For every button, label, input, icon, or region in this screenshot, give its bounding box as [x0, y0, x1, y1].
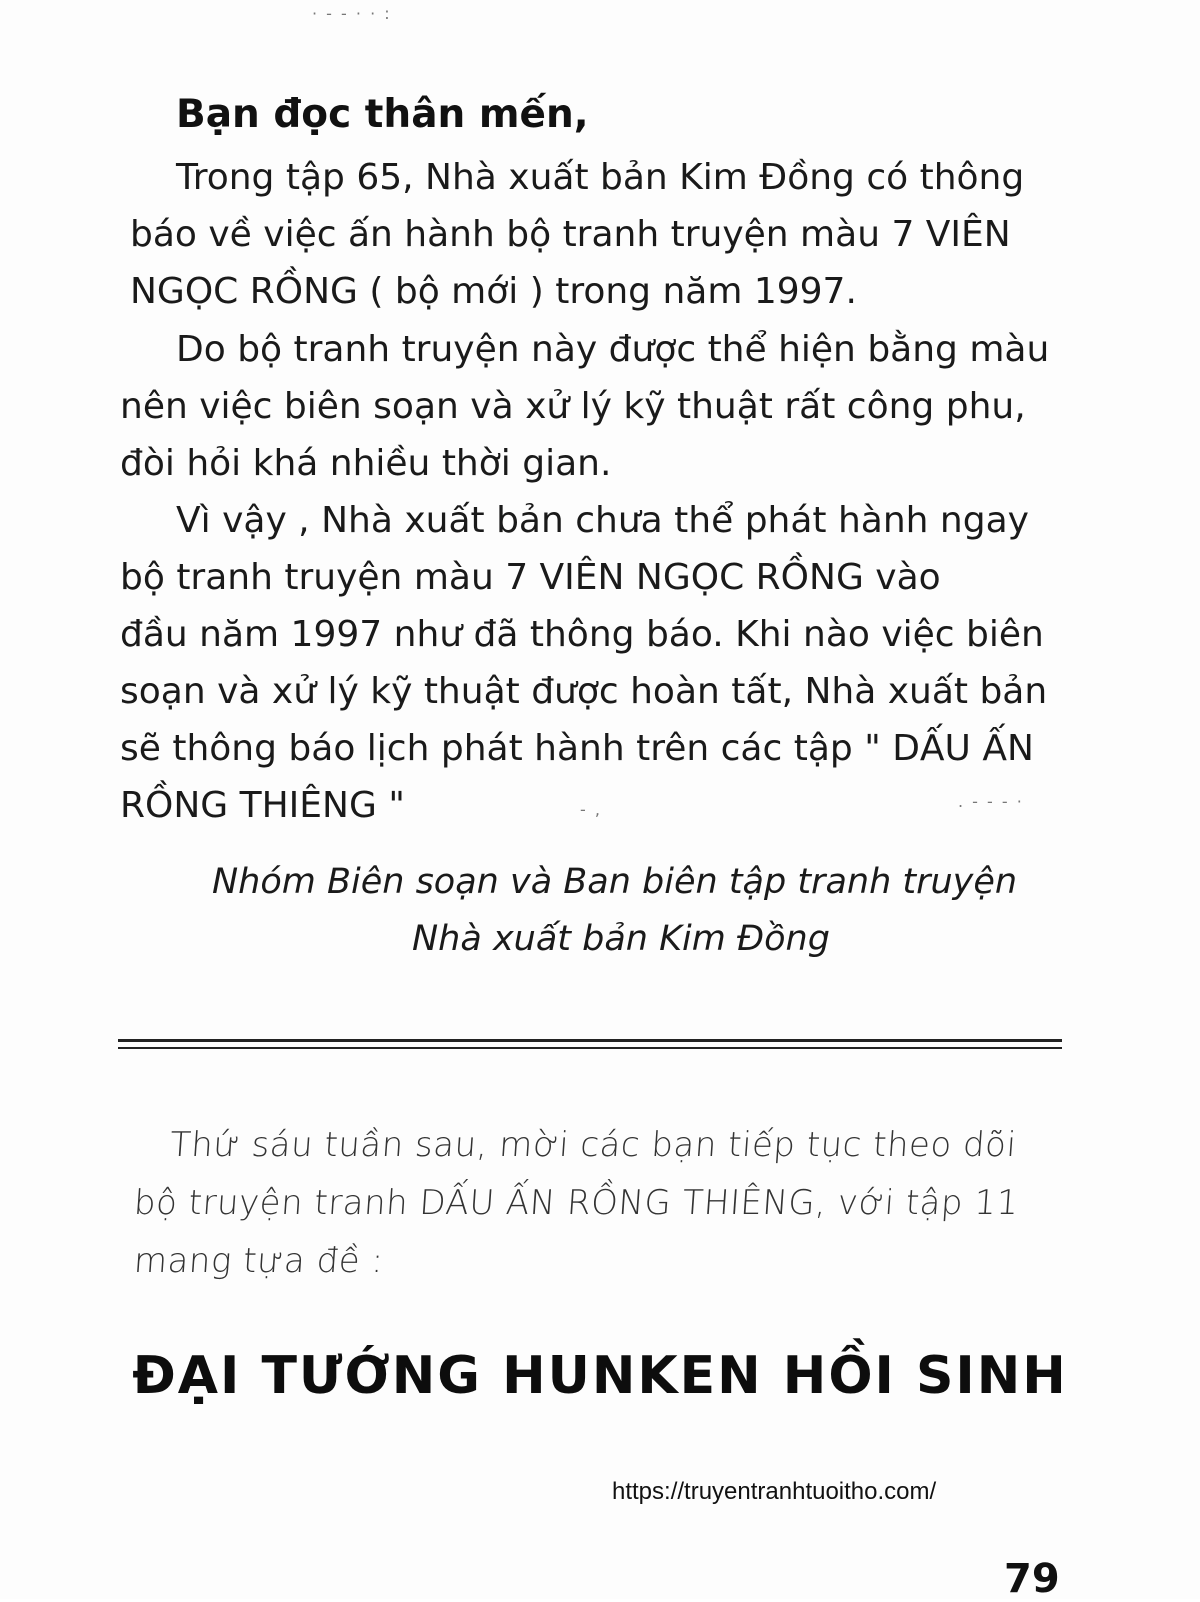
- notice-line-9: đầu năm 1997 như đã thông báo. Khi nào việc biên: [120, 614, 1044, 655]
- page-number: 79: [1004, 1556, 1060, 1602]
- next-issue-line-1: Thứ sáu tuần sau, mời các bạn tiếp tục theo dõi: [168, 1125, 1018, 1165]
- notice-line-4: Do bộ tranh truyện này được thể hiện bằng màu: [176, 329, 1050, 370]
- notice-line-6: đòi hỏi khá nhiều thời gian.: [120, 443, 612, 484]
- divider-top-rule: [118, 1039, 1062, 1042]
- next-issue-line-3: mang tựa đề :: [132, 1241, 385, 1281]
- notice-line-8: bộ tranh truyện màu 7 VIÊN NGỌC RỒNG vào: [120, 557, 941, 598]
- notice-line-1: Trong tập 65, Nhà xuất bản Kim Đồng có thông: [176, 157, 1025, 198]
- next-issue-line-2: bộ truyện tranh DẤU ẤN RỒNG THIÊNG, với tập 11: [132, 1183, 1021, 1223]
- divider-bottom-rule: [118, 1047, 1062, 1049]
- next-issue-title: ĐẠI TƯỚNG HUNKEN HỒI SINH: [132, 1346, 1068, 1406]
- notice-line-10: soạn và xử lý kỹ thuật được hoàn tất, Nhà xuất bản: [120, 671, 1048, 712]
- signature-line-2: Nhà xuất bản Kim Đồng: [412, 919, 830, 959]
- notice-line-11: sẽ thông báo lịch phát hành trên các tập " DẤU ẤN: [120, 728, 1034, 769]
- notice-line-12: RỒNG THIÊNG ": [120, 785, 405, 826]
- source-url: https://truyentranhtuoitho.com/: [612, 1478, 937, 1505]
- notice-line-5: nên việc biên soạn và xử lý kỹ thuật rất công phu,: [120, 386, 1026, 427]
- notice-line-7: Vì vậy , Nhà xuất bản chưa thể phát hành ngay: [176, 500, 1029, 541]
- scan-speck: · - - · · :: [312, 4, 392, 23]
- notice-line-2: báo về việc ấn hành bộ tranh truyện màu 7 VIÊN: [130, 214, 1011, 255]
- notice-line-3: NGỌC RỒNG ( bộ mới ) trong năm 1997.: [130, 271, 857, 312]
- scan-speck: - ,: [580, 800, 602, 819]
- greeting: Bạn đọc thân mến,: [176, 92, 589, 137]
- scan-speck: . - - - ·: [958, 792, 1024, 811]
- signature-line-1: Nhóm Biên soạn và Ban biên tập tranh truyện: [212, 862, 1018, 902]
